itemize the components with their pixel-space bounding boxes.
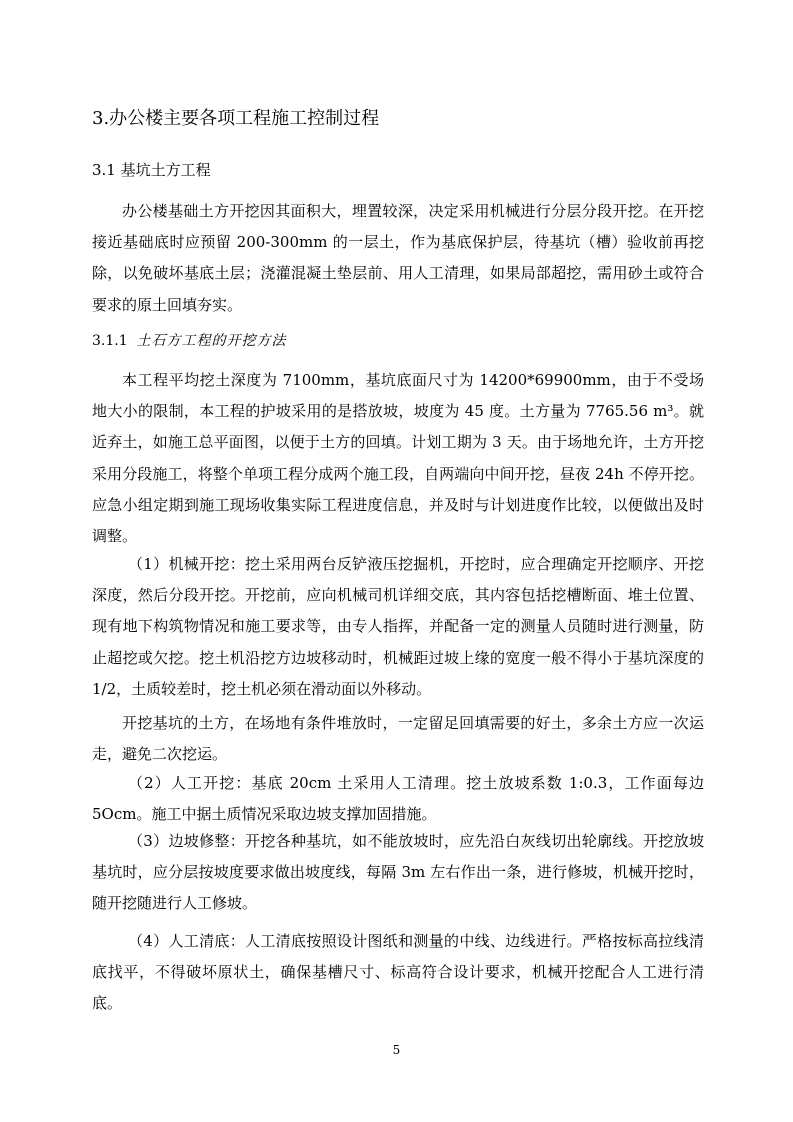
section-heading: [92, 155, 712, 185]
paragraph-excavation-parameters: 本工程平均挖土深度为 7100mm，基坑底面尺寸为 14200*69900mm，由于不受场地大小的限制，本工程的护坡采用的是搭放坡，坡度为 45 度。土方量为 7765.56 m³。就近弃土，如施工总平面图，以便于土方的回填。计划工期为 3 天。由于场地允许，土方开挖采用分段施工，将整个单项工程分成两个施工段，自两端向中间开挖，昼夜 24h 不停开挖。应急小组定期到施工现场收集实际工程进度信息，并及时与计划进度作比较，以便做出及时调整。: [92, 371, 704, 546]
page-number: 5: [392, 1043, 401, 1057]
paragraph-excavation-overview: 办公楼基础土方开挖因其面积大，埋置较深，决定采用机械进行分层分段开挖。在开挖接近基础底时应预留 200-300mm 的一层土，作为基底保护层，待基坑（槽）验收前再挖除，以免破坏基底土层；浇灌混凝土垫层前、用人工清理，如果局部超挖，需用砂土或符合要求的原土回填夯实。: [92, 202, 704, 314]
paragraph-mechanical-excavation: （1）机械开挖：挖土采用两台反铲液压挖掘机，开挖时，应合理确定开挖顺序、开挖深度，然后分段开挖。开挖前，应向机械司机详细交底，其内容包括挖槽断面、堆土位置、现有地下构筑物情况和施工要求等，由专人指挥，并配备一定的测量人员随时进行测量，防止超挖或欠挖。挖土机沿挖方边坡移动时，机械距过坡上缘的宽度一般不得小于基坑深度的 1/2，土质较差时，挖土机必须在滑动面以外移动。: [92, 555, 704, 698]
paragraph-slope-trimming: （3）边坡修整：开挖各种基坑，如不能放坡时，应先沿白灰线切出轮廓线。开挖放坡基坑时，应分层按坡度要求做出坡度线，每隔 3m 左右作出一条，进行修坡，机械开挖时，随开挖随进行人工修坡。: [92, 832, 704, 913]
paragraph-manual-bottom-cleaning: （4）人工清底：人工清底按照设计图纸和测量的中线、边线进行。严格按标高拉线清底找平，不得破坏原状土，确保基槽尺寸、标高符合设计要求，机械开挖配合人工进行清底。: [92, 932, 704, 1013]
subsection-number: 3.1.1: [92, 333, 128, 349]
section-title: 基坑土方工程: [120, 161, 211, 179]
paragraph-manual-excavation: （2）人工开挖：基底 20cm 土采用人工清理。挖土放坡系数 1:0.3，工作面每边 5Ocm。施工中据土质情况采取边坡支撑加固措施。: [92, 774, 704, 824]
page-heading-text: 3.办公楼主要各项工程施工控制过程: [92, 108, 380, 129]
section-number: 3.1: [92, 161, 116, 179]
subsection-title: 土石方工程的开挖方法: [136, 333, 287, 349]
page-heading: [92, 104, 712, 134]
subsection-heading: [92, 326, 712, 356]
paragraph-spoil-handling: 开挖基坑的土方，在场地有条件堆放时，一定留足回填需要的好土，多余土方应一次运走，避免二次挖运。: [92, 714, 704, 764]
